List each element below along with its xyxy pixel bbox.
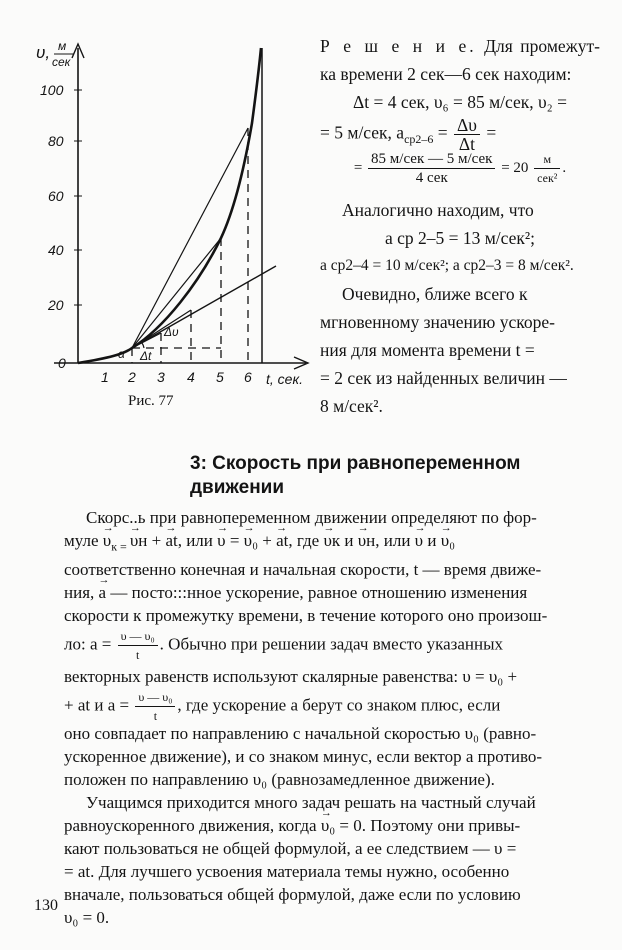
solution-line: ния для момента времени t =: [320, 340, 535, 360]
section-title: 3: Скорость при равнопеременном движении: [190, 453, 521, 498]
x-tick-label: 3: [157, 369, 165, 385]
x-tick-label: 4: [187, 369, 195, 385]
y-tick-label: 40: [48, 242, 64, 258]
solution-block: [320, 32, 600, 420]
y-axis-unit-num: м: [58, 39, 67, 53]
velocity-curve: [78, 48, 261, 363]
y-axis-unit-den: сек: [52, 55, 71, 69]
solution-line: = 5 м/сек, $a_{ср2-6}$ = $\frac{\Delta\upsilon}{\Delta t}$ =: [320, 115, 497, 154]
solution-line: a ср2–4 = 10 м/сек²; a ср2–3 = 8 м/сек².: [320, 257, 574, 274]
body-line: муле → $\upsilon_{к =} \to \upsilon н$ + → at, или → υ = → υ₀ + → at, где → υк и → υн, или → υ и → υ₀: [64, 529, 580, 558]
solution-heading: Р е ш е н и е.: [320, 36, 477, 56]
x-axis-label: t, сек.: [266, 371, 303, 387]
solution-text: Для промежут-: [484, 36, 600, 56]
solution-line: мгновенному значению ускоре-: [320, 312, 555, 332]
solution-line: ка времени 2 сек—6 сек находим:: [320, 64, 572, 84]
body-line: ускоренное движение), и со знаком минус, если вектор a противо-: [64, 747, 543, 767]
body-line: скорости к промежутку времени, в течение которого оно произош-: [64, 606, 548, 626]
solution-line: Δt = 4 сек, υ₆ = 85 м/сек, υ₂ =: [352, 92, 568, 112]
y-tick-label: 80: [48, 133, 64, 149]
body-line: Учащимся приходится много задач решать на частный случай: [86, 793, 536, 813]
x-tick-label: 5: [216, 369, 224, 385]
body-line: соответственно конечная и начальная скорости, t — время движе-: [64, 560, 542, 580]
solution-line: 8 м/сек².: [320, 396, 383, 416]
y-tick-label: 100: [40, 82, 64, 98]
body-line: + at и a = $\frac{\text{υ — υ₀}}{t}$ , где ускорение a берут со знаком плюс, если: [64, 690, 501, 724]
solution-line: = 2 сек из найденных величин —: [320, 368, 567, 388]
body-line: положен по направлению υ₀ (равнозамедленное движение).: [64, 770, 495, 790]
x-tick-label: 1: [101, 369, 109, 385]
velocity-time-graph: [14, 28, 314, 418]
dv-label: Δυ: [164, 325, 179, 339]
body-line: Скорс..ь при равнопеременном движении определяют по фор-: [86, 508, 537, 527]
body-line: ния, → a — посто:::нное ускорение, равное отношению изменения: [64, 581, 580, 604]
alpha-arc: [142, 343, 144, 348]
alpha-label: α: [118, 347, 125, 361]
y-axis-label: υ,: [36, 43, 51, 62]
x-tick-label: 2: [128, 369, 136, 385]
body-text: [64, 506, 580, 929]
figure-caption: Рис. 77: [128, 393, 174, 409]
body-line: = at. Для лучшего усвоения материала темы нужно, особенно: [64, 862, 510, 882]
solution-line: Очевидно, ближе всего к: [342, 284, 528, 304]
body-line: ло: a = $\frac{\text{υ — υ₀}}{t}$ . Обычно при решении задач вместо указанных: [64, 629, 504, 663]
body-line: равноускоренного движения, когда → υ₀ = 0. Поэтому они привы-: [64, 814, 580, 837]
body-line: оно совпадает по направлению с начальной скоростью υ₀ (равно-: [64, 724, 537, 744]
y-tick-label: 0: [58, 355, 66, 371]
body-line: векторных равенств используют скалярные равенства: υ = υ₀ +: [64, 667, 518, 687]
body-line: υ₀ = 0.: [64, 908, 110, 928]
y-tick-label: 20: [48, 297, 64, 313]
page-number: 130: [34, 897, 58, 914]
x-tick-label: 6: [244, 369, 252, 385]
body-line: кают пользоваться не общей формулой, а ее следствием — υ =: [64, 839, 517, 859]
dt-label: Δt: [140, 349, 152, 363]
body-line: вначале, пользоваться общей формулой, даже если по условию: [64, 885, 521, 905]
solution-line: = $\frac{\text{85 м/сек — 5 м/сек}}{\text{4 сек}}$ = 20 $\frac{м}{\text{сек²}}$ .: [353, 151, 567, 186]
solution-line: Аналогично находим, что: [342, 200, 534, 220]
solution-line: a ср 2–5 = 13 м/сек²;: [384, 228, 536, 248]
y-tick-label: 60: [48, 188, 64, 204]
